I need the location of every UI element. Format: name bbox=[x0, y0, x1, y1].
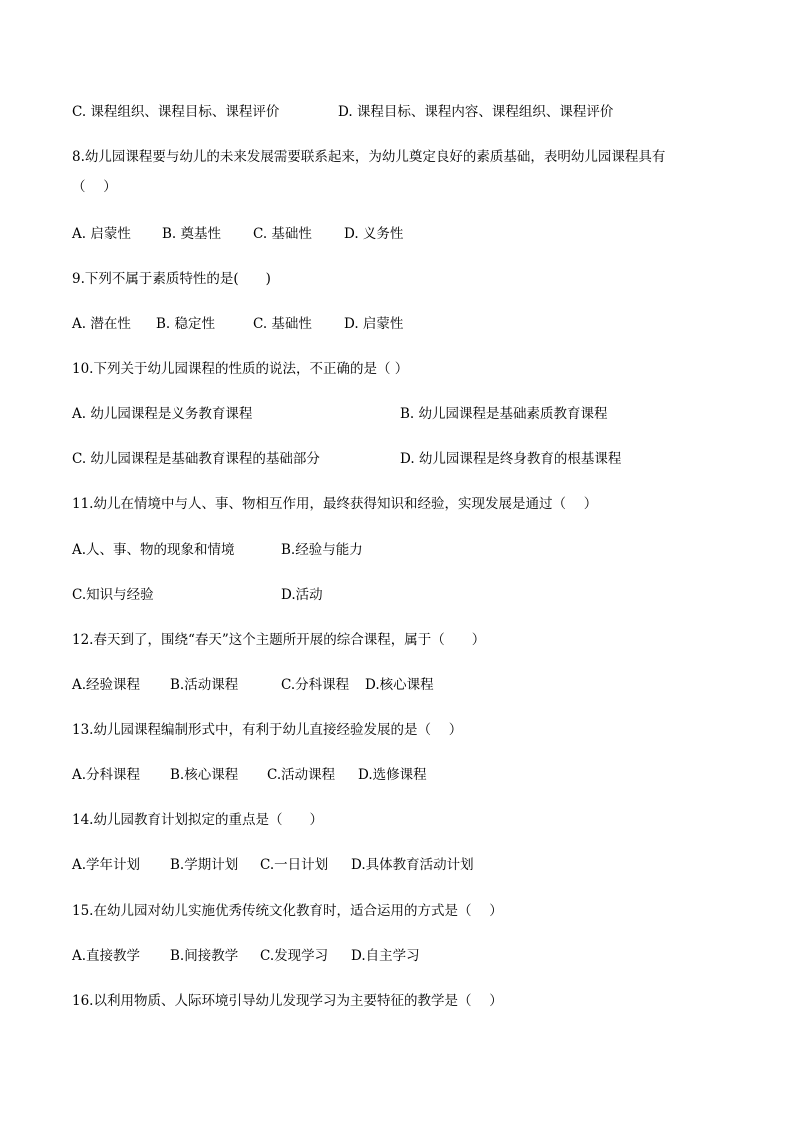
q10-question: 10.下列关于幼儿园课程的性质的说法，不正确的是（ ） bbox=[72, 361, 409, 377]
q14-option-a: A.学年计划 bbox=[72, 857, 141, 873]
q9-option-d: D. 启蒙性 bbox=[344, 316, 404, 332]
q9-option-c: C. 基础性 bbox=[253, 316, 312, 332]
q9-option-a: A. 潜在性 bbox=[72, 316, 131, 332]
q10-option-a: A. 幼儿园课程是义务教育课程 bbox=[72, 406, 253, 422]
q11-option-d: D.活动 bbox=[281, 587, 323, 603]
q10-option-d: D. 幼儿园课程是终身教育的根基课程 bbox=[400, 451, 622, 467]
q13-question: 13.幼儿园课程编制形式中，有利于幼儿直接经验发展的是（ ） bbox=[72, 722, 463, 738]
q8-option-d: D. 义务性 bbox=[344, 226, 404, 242]
q14-question: 14.幼儿园教育计划拟定的重点是（ ） bbox=[72, 812, 323, 828]
q11-option-a: A.人、事、物的现象和情境 bbox=[72, 542, 235, 558]
q7-option-d: D. 课程目标、课程内容、课程组织、课程评价 bbox=[338, 104, 614, 120]
q12-question: 12.春天到了，围绕“春天”这个主题所开展的综合课程，属于（ ） bbox=[72, 632, 486, 648]
q13-option-c: C.活动课程 bbox=[267, 767, 336, 783]
q12-option-a: A.经验课程 bbox=[72, 677, 141, 693]
q10-option-b: B. 幼儿园课程是基础素质教育课程 bbox=[400, 406, 608, 422]
q15-option-c: C.发现学习 bbox=[260, 948, 329, 964]
q8-option-b: B. 奠基性 bbox=[162, 226, 222, 242]
q15-option-a: A.直接教学 bbox=[72, 948, 141, 964]
q13-option-b: B.核心课程 bbox=[170, 767, 239, 783]
q7-option-c: C. 课程组织、课程目标、课程评价 bbox=[72, 104, 280, 120]
q11-option-c: C.知识与经验 bbox=[72, 587, 154, 603]
q10-option-c: C. 幼儿园课程是基础教育课程的基础部分 bbox=[72, 451, 320, 467]
q8-option-a: A. 启蒙性 bbox=[72, 226, 131, 242]
q14-option-c: C.一日计划 bbox=[260, 857, 329, 873]
q11-question: 11.幼儿在情境中与人、事、物相互作用，最终获得知识和经验，实现发展是通过（ ） bbox=[72, 496, 598, 512]
q13-option-d: D.选修课程 bbox=[358, 767, 427, 783]
q8-question: 8.幼儿园课程要与幼儿的未来发展需要联系起来，为幼儿奠定良好的素质基础，表明幼儿园课程具有 bbox=[72, 149, 666, 165]
q8-option-c: C. 基础性 bbox=[253, 226, 312, 242]
q12-option-c: C.分科课程 bbox=[281, 677, 350, 693]
q9-question: 9.下列不属于素质特性的是( ) bbox=[72, 271, 271, 287]
q15-option-b: B.间接教学 bbox=[170, 948, 239, 964]
q14-option-b: B.学期计划 bbox=[170, 857, 239, 873]
q12-option-b: B.活动课程 bbox=[170, 677, 239, 693]
q12-option-d: D.核心课程 bbox=[365, 677, 434, 693]
q8-question-blank: （ ） bbox=[72, 179, 117, 195]
q16-question: 16.以利用物质、人际环境引导幼儿发现学习为主要特征的教学是（ ） bbox=[72, 993, 503, 1009]
q9-option-b: B. 稳定性 bbox=[156, 316, 216, 332]
q15-option-d: D.自主学习 bbox=[351, 948, 420, 964]
q15-question: 15.在幼儿园对幼儿实施优秀传统文化教育时，适合运用的方式是（ ） bbox=[72, 903, 503, 919]
q14-option-d: D.具体教育活动计划 bbox=[351, 857, 474, 873]
q13-option-a: A.分科课程 bbox=[72, 767, 141, 783]
q11-option-b: B.经验与能力 bbox=[281, 542, 363, 558]
